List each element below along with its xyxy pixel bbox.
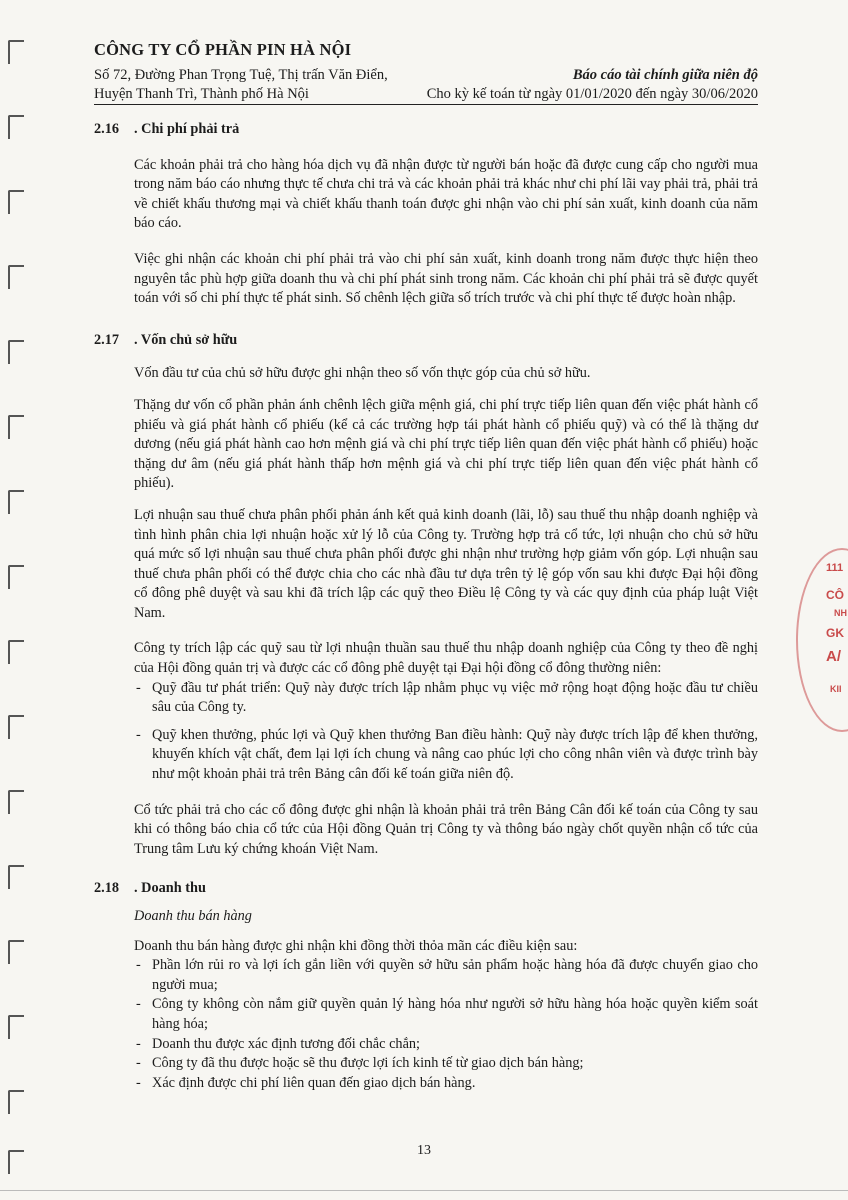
binder-holes xyxy=(8,40,26,1190)
seal-text: A/ xyxy=(826,648,841,665)
section-title: . Doanh thu xyxy=(134,880,206,897)
seal-text: NH xyxy=(834,608,847,618)
list-item: - Công ty không còn nắm giữ quyền quản lý hàng hóa như người sở hữu hàng hóa hoặc quyền kiểm soát hàng hóa; xyxy=(134,995,758,1034)
binder-hole xyxy=(8,1090,24,1114)
seal-text: GK xyxy=(826,626,844,640)
binder-hole xyxy=(8,640,24,664)
section-number: 2.18 xyxy=(94,880,120,897)
page-number: 13 xyxy=(417,1143,431,1158)
paragraph: Công ty trích lập các quỹ sau từ lợi nhuận thuần sau thuế thu nhập doanh nghiệp của Công ty theo đề nghị của Hội đồng quản trị và được các cổ đông phê duyệt tại Đại hội đồng cổ đông thường niên: xyxy=(134,640,758,677)
binder-hole xyxy=(8,940,24,964)
header-divider xyxy=(94,104,758,105)
section-heading xyxy=(94,331,758,351)
section-heading xyxy=(94,879,758,899)
binder-hole xyxy=(8,40,24,64)
paragraph: Doanh thu bán hàng được ghi nhận khi đồng thời thỏa mãn các điều kiện sau: xyxy=(134,937,578,954)
binder-hole xyxy=(8,265,24,289)
list-item: - Doanh thu được xác định tương đối chắc chắn; xyxy=(134,1035,758,1055)
list-item: - Phần lớn rủi ro và lợi ích gắn liền với quyền sở hữu sản phẩm hoặc hàng hóa đã được chuyển giao cho người mua; xyxy=(134,956,758,995)
address-line-1: Số 72, Đường Phan Trọng Tuệ, Thị trấn Văn Điển, xyxy=(94,67,388,83)
report-title: Báo cáo tài chính giữa niên độ xyxy=(572,67,758,83)
binder-hole xyxy=(8,715,24,739)
fund-list xyxy=(134,679,758,785)
paragraph: Cổ tức phải trả cho các cổ đông được ghi nhận là khoản phải trả trên Bảng Cân đối kế toán của Công ty sau khi có thông báo chia cổ tức của Hội đồng Quản trị Công ty và thông báo ngày chốt quyền nhận cổ tức của Trung tâm Lưu ký chứng khoán Việt Nam. xyxy=(134,801,758,857)
list-item: - Quỹ đầu tư phát triển: Quỹ này được trích lập nhằm phục vụ việc mở rộng hoạt động hoặc đầu tư chiều sâu của Công ty. xyxy=(134,679,758,718)
paragraph: Lợi nhuận sau thuế chưa phân phối phản ánh kết quả kinh doanh (lãi, lỗ) sau thuế thu nhập doanh nghiệp và tình hình phân chia lợi nhuận hoặc xử lý lỗ của Công ty. Trường hợp trả cổ tức, lợi nhuận cho chủ sở hữu quá mức số lợi nhuận sau thuế chưa phân phối được ghi nhận như trường hợp giảm vốn góp. Lợi nhuận sau thuế chưa phân phối có thể được chia cho các nhà đầu tư dựa trên tỷ lệ góp vốn sau khi được Đại hội đồng cổ đông phê duyệt và sau khi đã trích lập các quỹ theo Điều lệ Công ty và các quy định của pháp luật Việt Nam. xyxy=(134,506,758,621)
binder-hole xyxy=(8,865,24,889)
company-name: CÔNG TY CỔ PHẦN PIN HÀ NỘI xyxy=(94,40,352,59)
binder-hole xyxy=(8,190,24,214)
condition-list xyxy=(134,956,758,1093)
section-title: . Vốn chủ sở hữu xyxy=(134,331,238,348)
binder-hole xyxy=(8,1015,24,1039)
binder-hole xyxy=(8,490,24,514)
paragraph: Vốn đầu tư của chủ sở hữu được ghi nhận theo số vốn thực góp của chủ sở hữu. xyxy=(134,365,591,382)
list-item: - Quỹ khen thưởng, phúc lợi và Quỹ khen thưởng Ban điều hành: Quỹ này được trích lập để khen thưởng, khuyến khích vật chất, đem lại lợi ích chung và nâng cao phúc lợi cho công nhân viên và được trình bày như một khoản phải trả trên Bảng cân đối kế toán giữa niên độ. xyxy=(134,726,758,785)
binder-hole xyxy=(8,565,24,589)
section-body xyxy=(134,156,758,309)
list-item: - Công ty đã thu được hoặc sẽ thu được lợi ích kinh tế từ giao dịch bán hàng; xyxy=(134,1054,758,1074)
binder-hole xyxy=(8,340,24,364)
company-seal xyxy=(796,548,848,732)
seal-text: KII xyxy=(830,684,842,694)
company-address xyxy=(94,66,388,104)
section-body xyxy=(134,364,758,859)
seal-text: 111 xyxy=(826,562,844,574)
binder-hole xyxy=(8,415,24,439)
binder-hole xyxy=(8,115,24,139)
binder-hole xyxy=(8,790,24,814)
section-number: 2.16 xyxy=(94,121,120,137)
report-info xyxy=(427,66,758,104)
paragraph: Thặng dư vốn cổ phần phản ánh chênh lệch giữa mệnh giá, chi phí trực tiếp liên quan đến việc phát hành cổ phiếu và giá phát hành cổ phiếu (kể cả các trường hợp tái phát hành cổ phiếu quỹ) và có thể là thặng dư dương (nếu giá phát hành cao hơn mệnh giá và chi phí trực tiếp liên quan đến việc phát hành cổ phiếu) hoặc thặng dư âm (nếu giá phát hành thấp hơn mệnh giá và chi phí trực tiếp liên quan đến việc phát hành cổ phiếu). xyxy=(134,396,758,492)
address-line-2: Huyện Thanh Trì, Thành phố Hà Nội xyxy=(94,86,309,102)
document-body xyxy=(94,120,758,1093)
page-header xyxy=(94,40,758,104)
seal-text: CÔ xyxy=(826,588,844,602)
section-heading xyxy=(94,120,758,140)
subsection-title: Doanh thu bán hàng xyxy=(134,908,252,924)
section-title: . Chi phí phải trả xyxy=(134,121,240,137)
page-edge xyxy=(0,1190,848,1191)
paragraph: Việc ghi nhận các khoản chi phí phải trả vào chi phí sản xuất, kinh doanh trong năm được thực hiện theo nguyên tắc phù hợp giữa doanh thu và chi phí phát sinh trong năm. Các khoản chi phí phải trả sẽ được quyết toán với số chi phí thực tế phát sinh. Số chênh lệch giữa số trích trước và chi phí thực tế được hoàn nhập. xyxy=(134,250,758,307)
list-item: - Xác định được chi phí liên quan đến giao dịch bán hàng. xyxy=(134,1074,758,1094)
section-number: 2.17 xyxy=(94,331,120,348)
paragraph: Các khoản phải trả cho hàng hóa dịch vụ đã nhận được từ người bán hoặc đã được cung cấp cho người mua trong năm báo cáo nhưng thực tế chưa chi trả và các khoản phải trả khác như chi phí lãi vay phải trả, phải trả về chiết khấu thương mại và chiết khấu thanh toán được ghi nhận vào chi phí sản xuất, kinh doanh của năm báo cáo. xyxy=(134,156,758,232)
report-period: Cho kỳ kế toán từ ngày 01/01/2020 đến ngày 30/06/2020 xyxy=(426,86,758,102)
section-body xyxy=(134,907,758,1093)
header-row xyxy=(94,66,758,104)
